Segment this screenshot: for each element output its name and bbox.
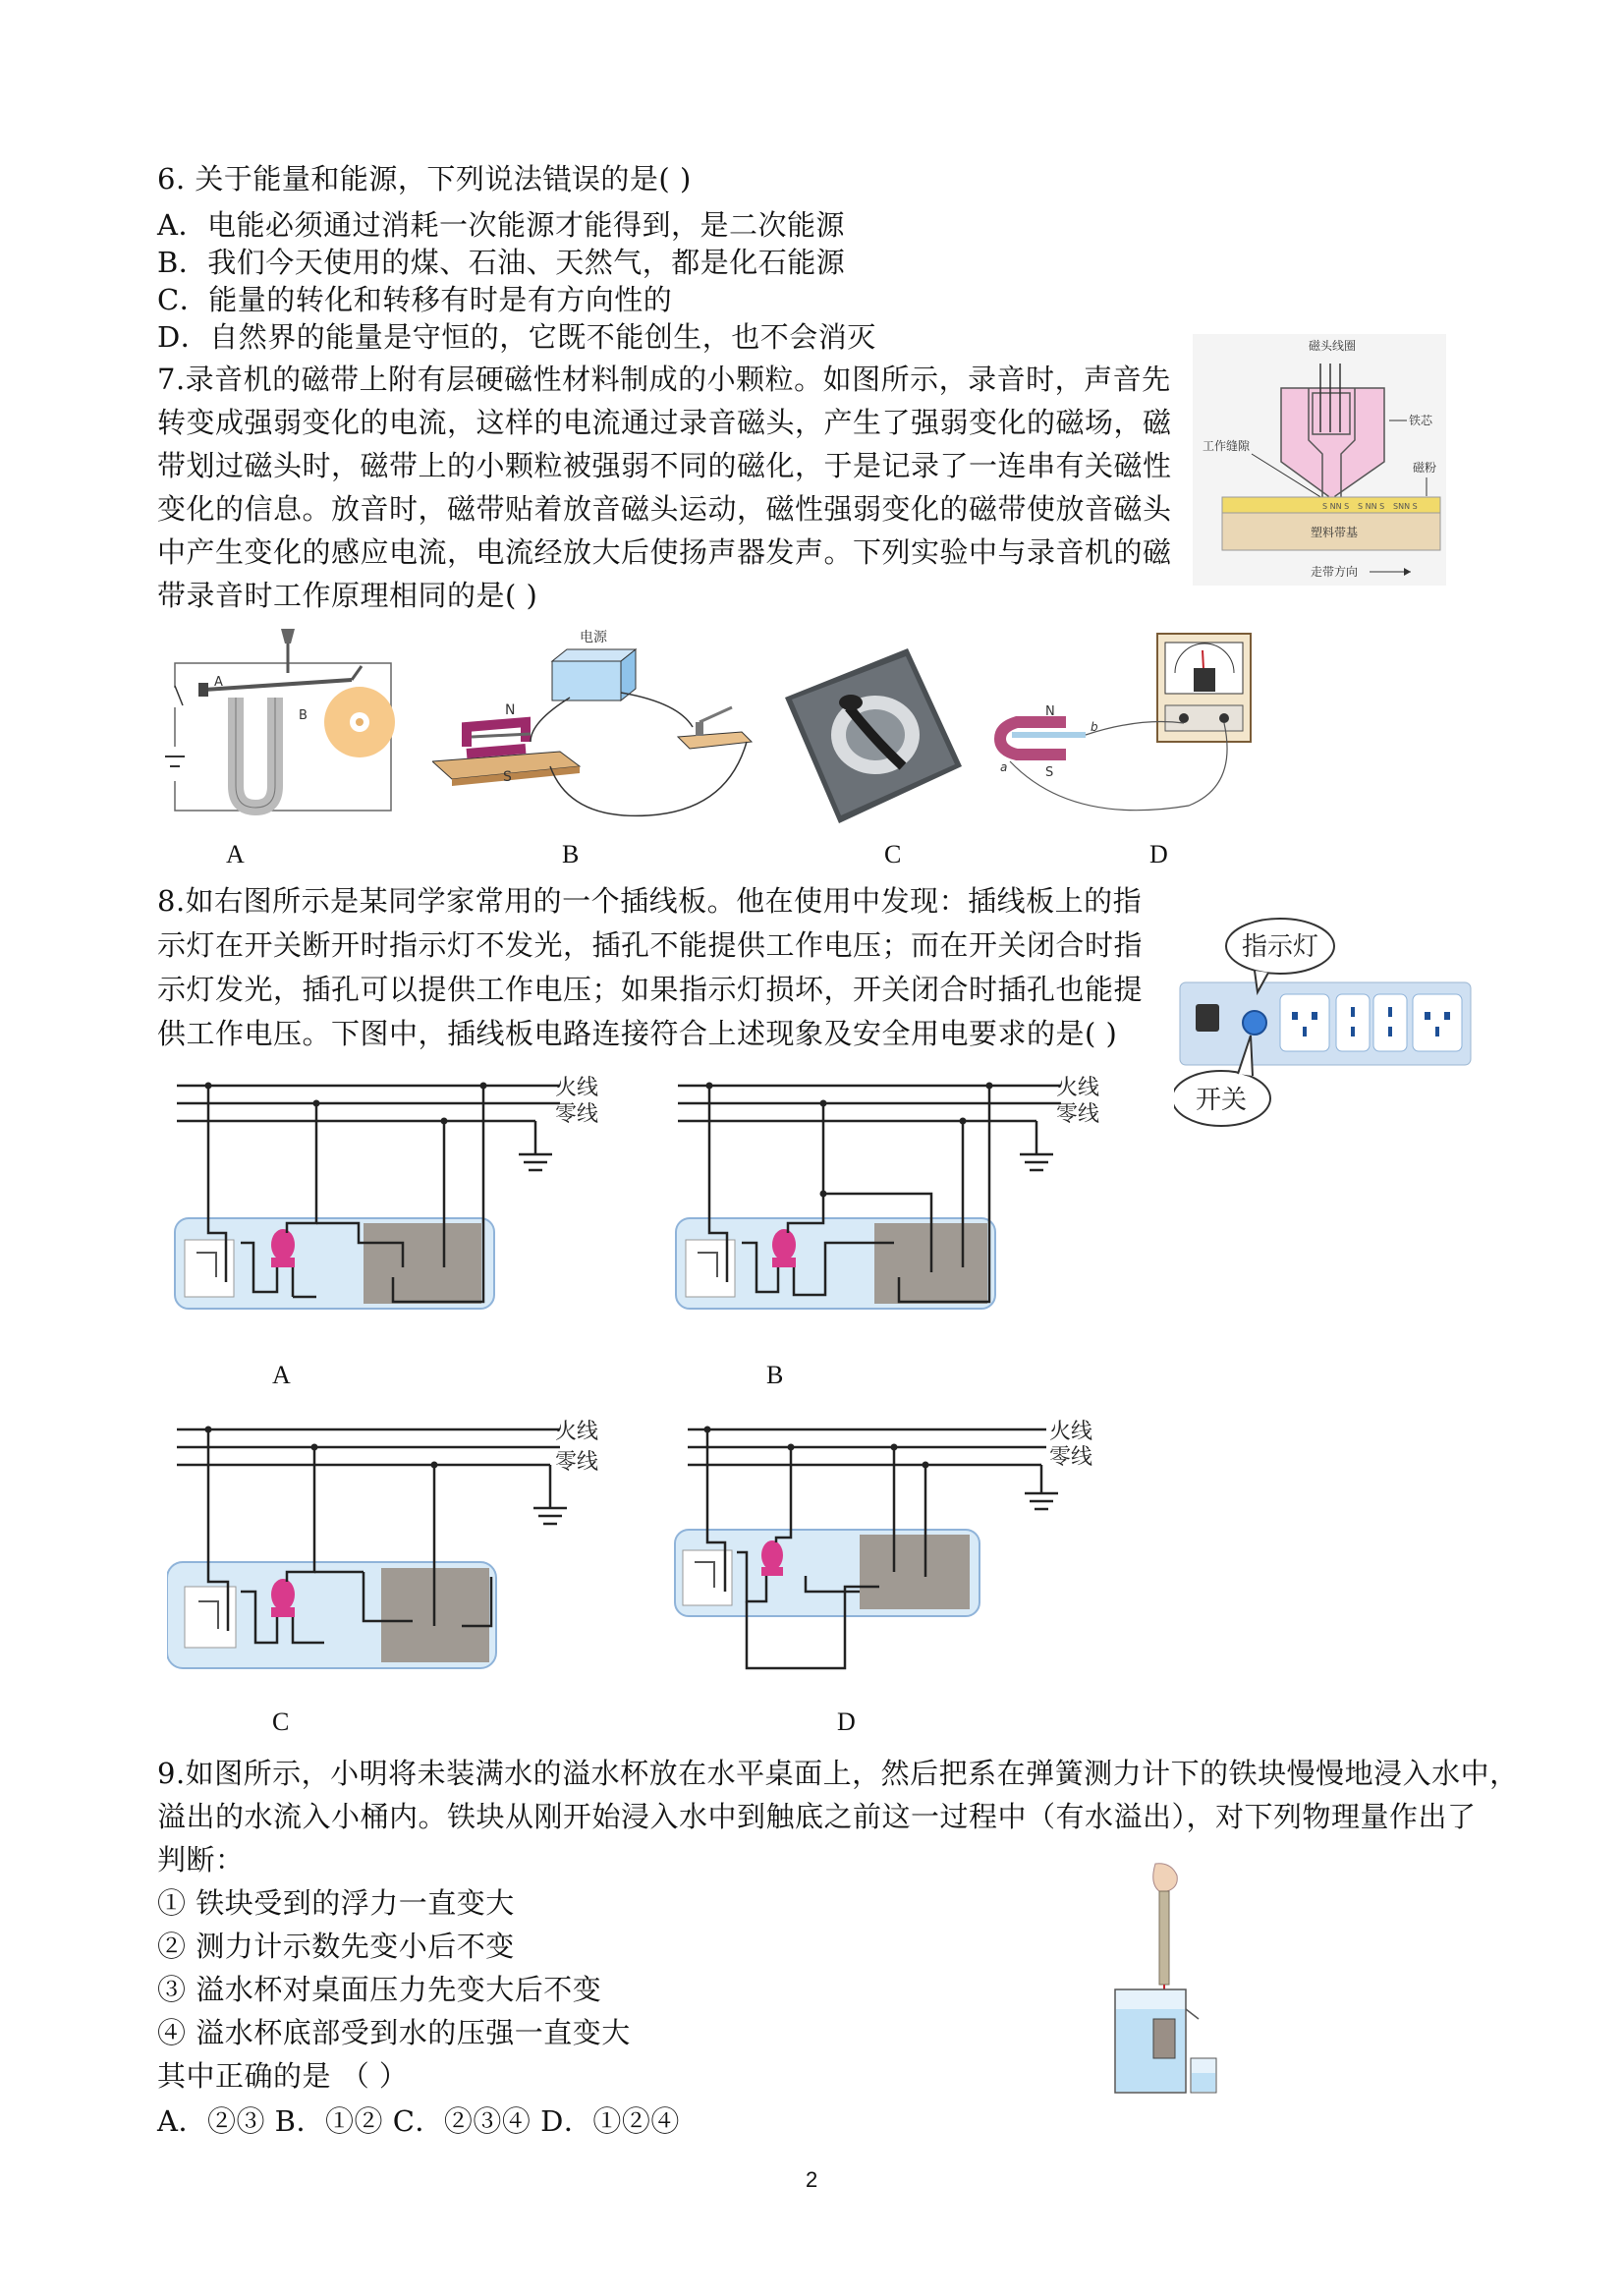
neutral-wire-label: 零线 bbox=[555, 1450, 599, 1475]
q8-option-label-a: A bbox=[272, 1361, 291, 1389]
q9-stem-line-1: 9.如图所示，小明将未装满水的溢水杯放在水平桌面上，然后把系在弹簧测力计下的铁块慢慢地浸入水中， bbox=[157, 1757, 1519, 1790]
neutral-wire-label: 零线 bbox=[1049, 1445, 1093, 1470]
q9-ask: 其中正确的是 （ ） bbox=[157, 2059, 409, 2093]
neutral-wire-label: 零线 bbox=[1056, 1102, 1100, 1127]
q9-item-1: ① 铁块受到的浮力一直变大 bbox=[157, 1886, 515, 1920]
fig-b-power-label: 电源 bbox=[580, 630, 607, 645]
switch-callout: 开关 bbox=[1195, 1086, 1248, 1115]
svg-text:S NN S: S NN S bbox=[1322, 502, 1350, 511]
live-wire-label: 火线 bbox=[1056, 1076, 1100, 1100]
fig-d-pole-s: S bbox=[1045, 765, 1054, 780]
q6-emphasis: 错误 bbox=[542, 162, 601, 196]
q7-fig-d-induction bbox=[992, 629, 1267, 825]
q8-option-label-c: C bbox=[272, 1708, 290, 1736]
direction-label: 走带方向 bbox=[1311, 565, 1359, 579]
q7-fig-a-bell bbox=[165, 629, 411, 825]
q8-line-4: 供工作电压。下图中，插线板电路连接符合上述现象及安全用电要求的是( ) bbox=[157, 1017, 1118, 1050]
q8-circuit-c bbox=[167, 1415, 619, 1680]
powder-label: 磁粉 bbox=[1413, 461, 1437, 475]
q9-options: A．②③ B．①② C．②③④ D．①②④ bbox=[157, 2104, 680, 2138]
svg-text:S NN S: S NN S bbox=[1358, 502, 1385, 511]
live-wire-label: 火线 bbox=[1049, 1420, 1093, 1444]
q7-option-label-d: D bbox=[1149, 840, 1168, 868]
live-wire-label: 火线 bbox=[555, 1420, 599, 1444]
live-wire-label: 火线 bbox=[555, 1076, 599, 1100]
q6-option-c: C．能量的转化和转移有时是有方向性的 bbox=[157, 283, 673, 316]
fig-d-letter-b: b bbox=[1091, 720, 1098, 734]
overflow-cup-figure bbox=[1110, 1862, 1218, 2098]
fig-d-letter-a: a bbox=[1000, 760, 1008, 774]
q7-fig-c-photo bbox=[780, 648, 967, 825]
q9-stem-line-2: 溢出的水流入小桶内。铁块从刚开始浸入水中到触底之前这一过程中（有水溢出），对下列物理量作出了 bbox=[157, 1800, 1477, 1833]
q7-option-label-b: B bbox=[562, 840, 580, 868]
fig-b-pole-n: N bbox=[505, 702, 516, 718]
q8-line-2: 示灯在开关断开时指示灯不发光，插孔不能提供工作电压；而在开关闭合时指 bbox=[157, 928, 1144, 962]
q6-option-d: D．自然界的能量是守恒的，它既不能创生，也不会消灭 bbox=[157, 320, 876, 354]
recording-head-figure bbox=[1193, 334, 1446, 586]
core-label: 铁芯 bbox=[1409, 414, 1433, 427]
q7-line-5: 中产生变化的感应电流，电流经放大后使扬声器发声。下列实验中与录音机的磁 bbox=[157, 535, 1172, 569]
q9-item-2: ② 测力计示数先变小后不变 bbox=[157, 1930, 515, 1963]
q8-circuit-b bbox=[668, 1071, 1120, 1326]
q8-line-1: 8.如右图所示是某同学家常用的一个插线板。他在使用中发现：插线板上的指 bbox=[157, 884, 1143, 918]
q7-line-6: 带录音时工作原理相同的是( ) bbox=[157, 579, 538, 612]
coil-label: 磁头线圈 bbox=[1309, 339, 1357, 353]
gap-label: 工作缝隙 bbox=[1203, 439, 1251, 453]
svg-text:SNN S: SNN S bbox=[1393, 502, 1418, 511]
q8-option-label-d: D bbox=[837, 1708, 856, 1736]
indicator-callout: 指示灯 bbox=[1241, 932, 1319, 962]
fig-d-pole-n: N bbox=[1045, 704, 1055, 719]
tape-label: 塑料带基 bbox=[1311, 526, 1359, 539]
q7-line-1: 7.录音机的磁带上附有层硬磁性材料制成的小颗粒。如图所示，录音时，声音先 bbox=[157, 363, 1171, 396]
power-strip-figure bbox=[1174, 914, 1479, 1135]
q6-option-b: B．我们今天使用的煤、石油、天然气，都是化石能源 bbox=[157, 246, 846, 279]
q7-line-3: 带划过磁头时，磁带上的小颗粒被强弱不同的磁化，于是记录了一连串有关磁性 bbox=[157, 449, 1172, 482]
q8-circuit-d bbox=[668, 1415, 1120, 1680]
q7-option-label-a: A bbox=[226, 840, 245, 868]
fig-a-letter-b: B bbox=[299, 708, 308, 723]
q8-option-label-b: B bbox=[766, 1361, 784, 1389]
q7-option-label-c: C bbox=[884, 840, 902, 868]
q6-option-a: A．电能必须通过消耗一次能源才能得到，是二次能源 bbox=[157, 208, 845, 242]
q6-stem: 6. 关于能量和能源，下列说法错误的是( ) bbox=[157, 162, 692, 196]
q9-item-4: ④ 溢水杯底部受到水的压强一直变大 bbox=[157, 2016, 631, 2049]
q9-item-3: ③ 溢水杯对桌面压力先变大后不变 bbox=[157, 1973, 602, 2006]
neutral-wire-label: 零线 bbox=[555, 1102, 599, 1127]
q7-line-4: 变化的信息。放音时，磁带贴着放音磁头运动，磁性强弱变化的磁带使放音磁头 bbox=[157, 492, 1172, 526]
q7-fig-b-motor-principle bbox=[432, 624, 756, 830]
fig-b-pole-s: S bbox=[503, 769, 512, 785]
q9-stem-line-3: 判断： bbox=[157, 1843, 245, 1876]
q7-line-2: 转变成强弱变化的电流，这样的电流通过录音磁头，产生了强弱变化的磁场，磁 bbox=[157, 406, 1172, 439]
fig-a-letter-a: A bbox=[214, 675, 223, 690]
q8-circuit-a bbox=[167, 1071, 619, 1326]
q8-line-3: 示灯发光，插孔可以提供工作电压；如果指示灯损坏，开关闭合时插孔也能提 bbox=[157, 973, 1144, 1006]
page-number: 2 bbox=[806, 2167, 818, 2192]
